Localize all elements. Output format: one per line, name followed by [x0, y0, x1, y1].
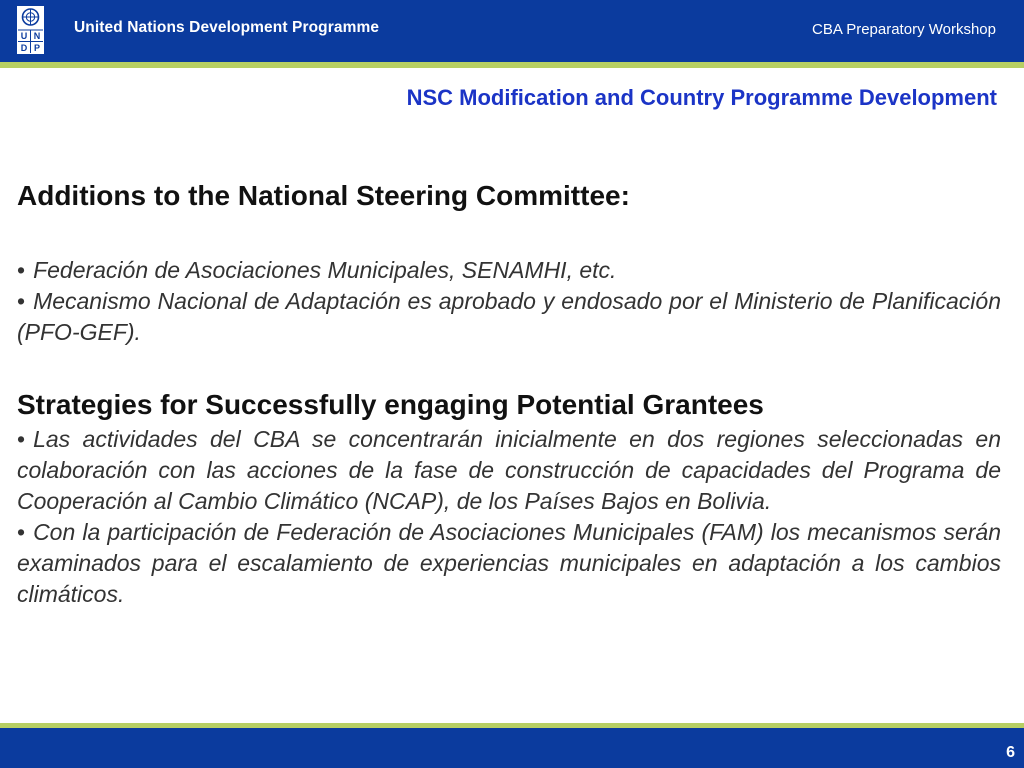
logo-letter-p: P: [33, 43, 41, 53]
bullet-icon: •: [17, 288, 26, 314]
list-item: [17, 424, 1001, 517]
slide-header: [0, 0, 1024, 62]
list-item: [17, 255, 1001, 286]
logo-letter-d: D: [20, 43, 28, 53]
organization-name: United Nations Development Programme: [74, 19, 380, 36]
slide-title: NSC Modification and Country Programme Development: [406, 85, 997, 110]
bullet-icon: •: [17, 257, 26, 283]
section-heading-nsc-additions: Additions to the National Steering Committee:: [17, 180, 630, 211]
list-item: [17, 517, 1001, 610]
workshop-name: CBA Preparatory Workshop: [812, 21, 996, 38]
bullet-icon: •: [17, 426, 26, 452]
header-accent-line: [0, 62, 1024, 68]
slide-footer: [0, 728, 1024, 768]
list-item: [17, 286, 1001, 348]
un-emblem-icon: [17, 6, 44, 54]
bullet-text: Federación de Asociaciones Municipales, SENAMHI, etc.: [33, 257, 617, 283]
bullet-text: Con la participación de Federación de Asociaciones Municipales (FAM) los mecanismos serán examinados para el escalamiento de experiencias municipales en adaptación a los cambios climáticos.: [17, 519, 1001, 607]
bullet-text: Las actividades del CBA se concentrarán inicialmente en dos regiones seleccionadas en colaboración con las acciones de la fase de construcción de capacidades del Programa de Cooperación al Cambio Climático (NCAP), de los Países Bajos en Bolivia.: [17, 426, 1001, 514]
slide-content: [17, 170, 1001, 610]
bullet-icon: •: [17, 519, 26, 545]
strategies-list: [17, 424, 1001, 610]
logo-letter-u: U: [20, 31, 28, 41]
page-number: 6: [1006, 744, 1015, 761]
bullet-text: Mecanismo Nacional de Adaptación es aprobado y endosado por el Ministerio de Planificación (PFO-GEF).: [17, 288, 1001, 345]
logo-letter-n: N: [33, 31, 41, 41]
nsc-additions-list: [17, 255, 1001, 348]
undp-logo: [17, 6, 44, 54]
section-heading-strategies: Strategies for Successfully engaging Potential Grantees: [17, 389, 764, 420]
